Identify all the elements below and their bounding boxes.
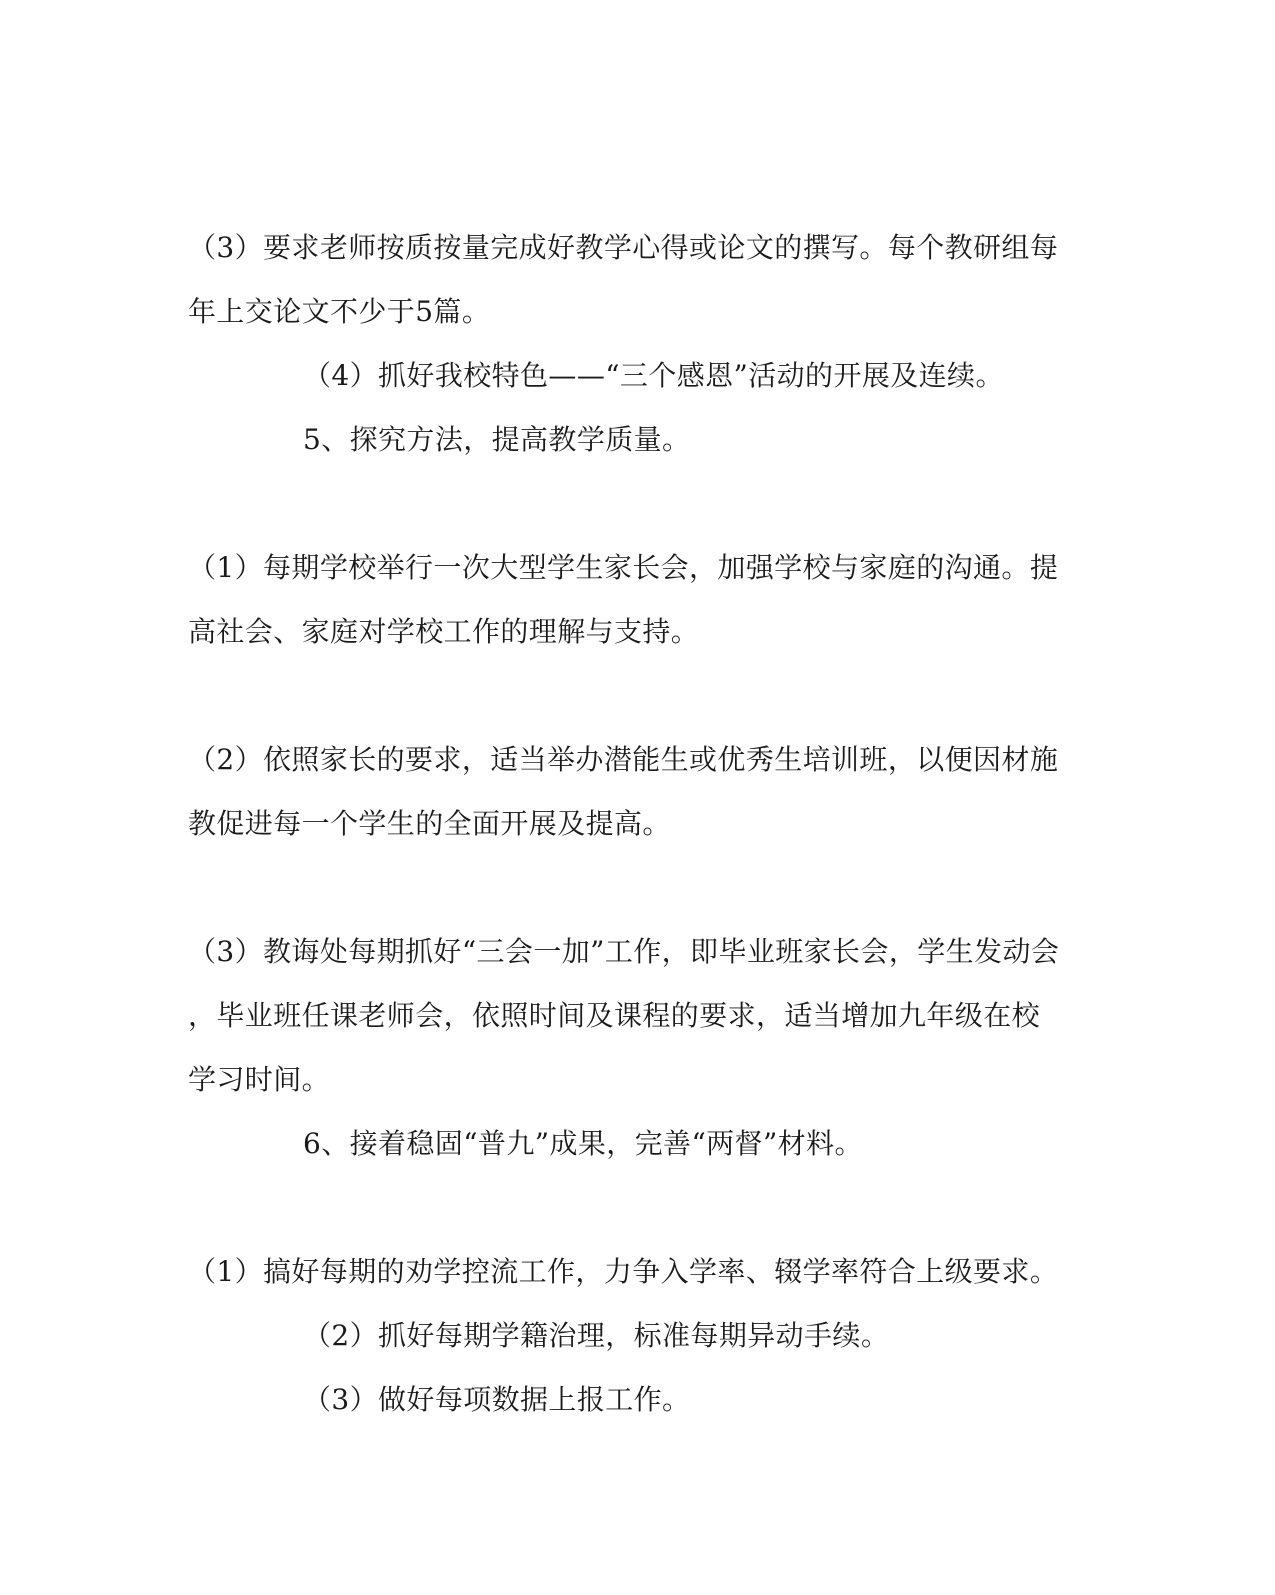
para-line: （3）教诲处每期抓好“三会一加”工作，即毕业班家长会，学生发动会 — [188, 935, 1060, 968]
para-line: ，毕业班任课老师会，依照时间及课程的要求，适当增加九年级在校 — [188, 999, 1041, 1032]
para-line: （3）要求老师按质按量完成好教学心得或论文的撰写。每个教研组每 — [188, 231, 1059, 264]
para-line: （1）搞好每期的劝学控流工作，力争入学率、辍学率符合上级要求。 — [188, 1255, 1059, 1288]
para-line: （4）抓好我校特色——“三个感恩”活动的开展及连续。 — [303, 359, 1004, 392]
para-line: （1）每期学校举行一次大型学生家长会，加强学校与家庭的沟通。提 — [188, 551, 1059, 584]
section-heading: 5、探究方法，提高教学质量。 — [303, 423, 691, 456]
para-line: （2）依照家长的要求，适当举办潜能生或优秀生培训班，以便因材施 — [188, 743, 1059, 776]
para-line: （2）抓好每期学籍治理，标准每期异动手续。 — [303, 1319, 890, 1352]
para-line: 年上交论文不少于5篇。 — [188, 295, 491, 328]
section-heading: 6、接着稳固“普九”成果，完善“两督”材料。 — [303, 1127, 863, 1160]
para-line: 教促进每一个学生的全面开展及提高。 — [188, 807, 671, 840]
para-line: 高社会、家庭对学校工作的理解与支持。 — [188, 615, 700, 648]
para-line: （3）做好每项数据上报工作。 — [303, 1383, 691, 1416]
para-line: 学习时间。 — [188, 1063, 331, 1096]
